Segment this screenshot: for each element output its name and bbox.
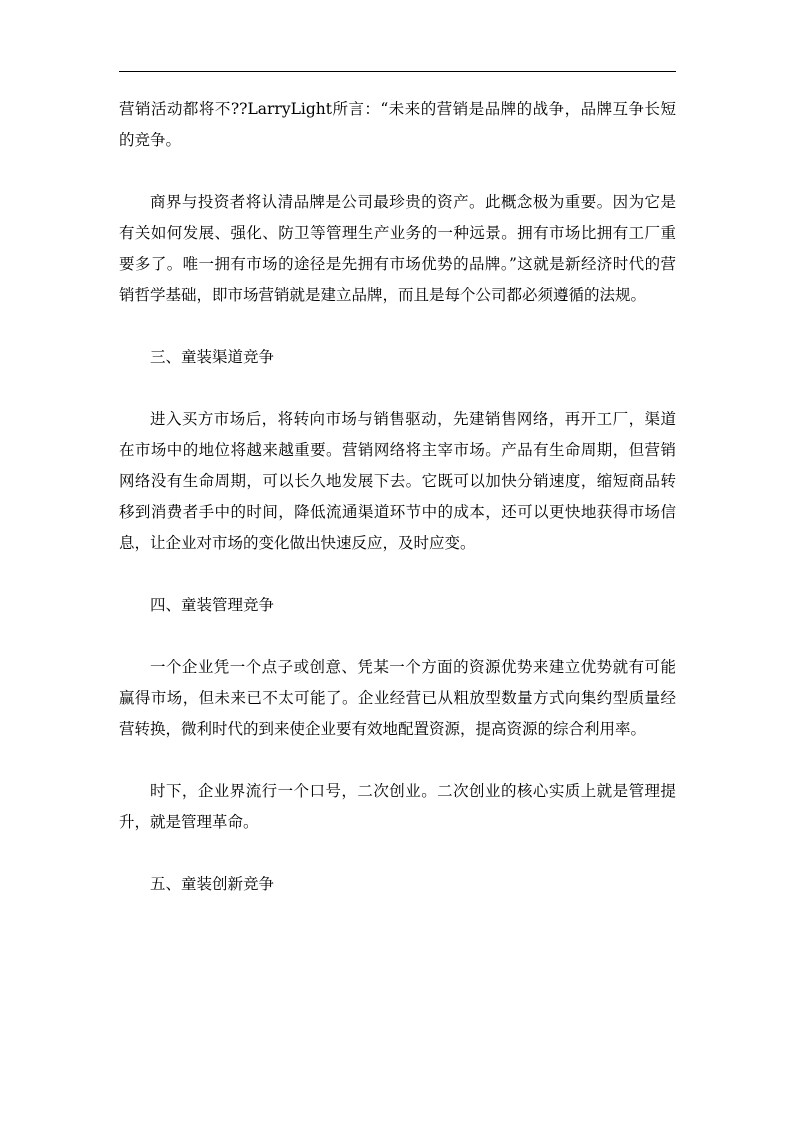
paragraph-management: 一个企业凭一个点子或创意、凭某一个方面的资源优势来建立优势就有可能赢得市场，但未来已不太可能了。企业经营已从粗放型数量方式向集约型质量经营转换，微利时代的到来使企业要有效地配置资源，提高资源的综合利用率。 [119, 658, 676, 738]
section-heading-management: 四、童装管理竞争 [150, 596, 275, 614]
paragraph-gap [119, 559, 676, 590]
header-rule [119, 71, 676, 72]
paragraph-gap [119, 745, 676, 776]
paragraph-gap [119, 838, 676, 869]
paragraph-brand-asset: 商界与投资者将认清品牌是公司最珍贵的资产。此概念极为重要。因为它是有关如何发展、强化、防卫等管理生产业务的一种远景。拥有市场比拥有工厂重要多了。唯一拥有市场的途径是先拥有市场优势的品牌。”这就是新经济时代的营销哲学基础，即市场营销就是建立品牌，而且是每个公司都必须遵循的法规。 [119, 193, 676, 304]
section-heading-innovation: 五、童装创新竞争 [150, 875, 275, 893]
section-heading-channel: 三、童装渠道竞争 [150, 348, 275, 366]
paragraph-gap [119, 311, 676, 342]
paragraph-gap [119, 373, 676, 404]
paragraph-gap [119, 156, 676, 187]
paragraph-second-venture: 时下，企业界流行一个口号，二次创业。二次创业的核心实质上就是管理提升，就是管理革命。 [119, 782, 676, 831]
paragraph-channel: 进入买方市场后，将转向市场与销售驱动，先建销售网络，再开工厂，渠道在市场中的地位将越来越重要。营销网络将主宰市场。产品有生命周期，但营销网络没有生命周期，可以长久地发展下去。它既可以加快分销速度，缩短商品转移到消费者手中的时间，降低流通渠道环节中的成本，还可以更快地获得市场信息，让企业对市场的变化做出快速反应，及时应变。 [119, 410, 676, 552]
paragraph-intro: 营销活动都将不??LarryLight所言：“未来的营销是品牌的战争，品牌互争长短的竞争。 [119, 100, 676, 149]
document-body [119, 94, 676, 900]
paragraph-gap [119, 621, 676, 652]
